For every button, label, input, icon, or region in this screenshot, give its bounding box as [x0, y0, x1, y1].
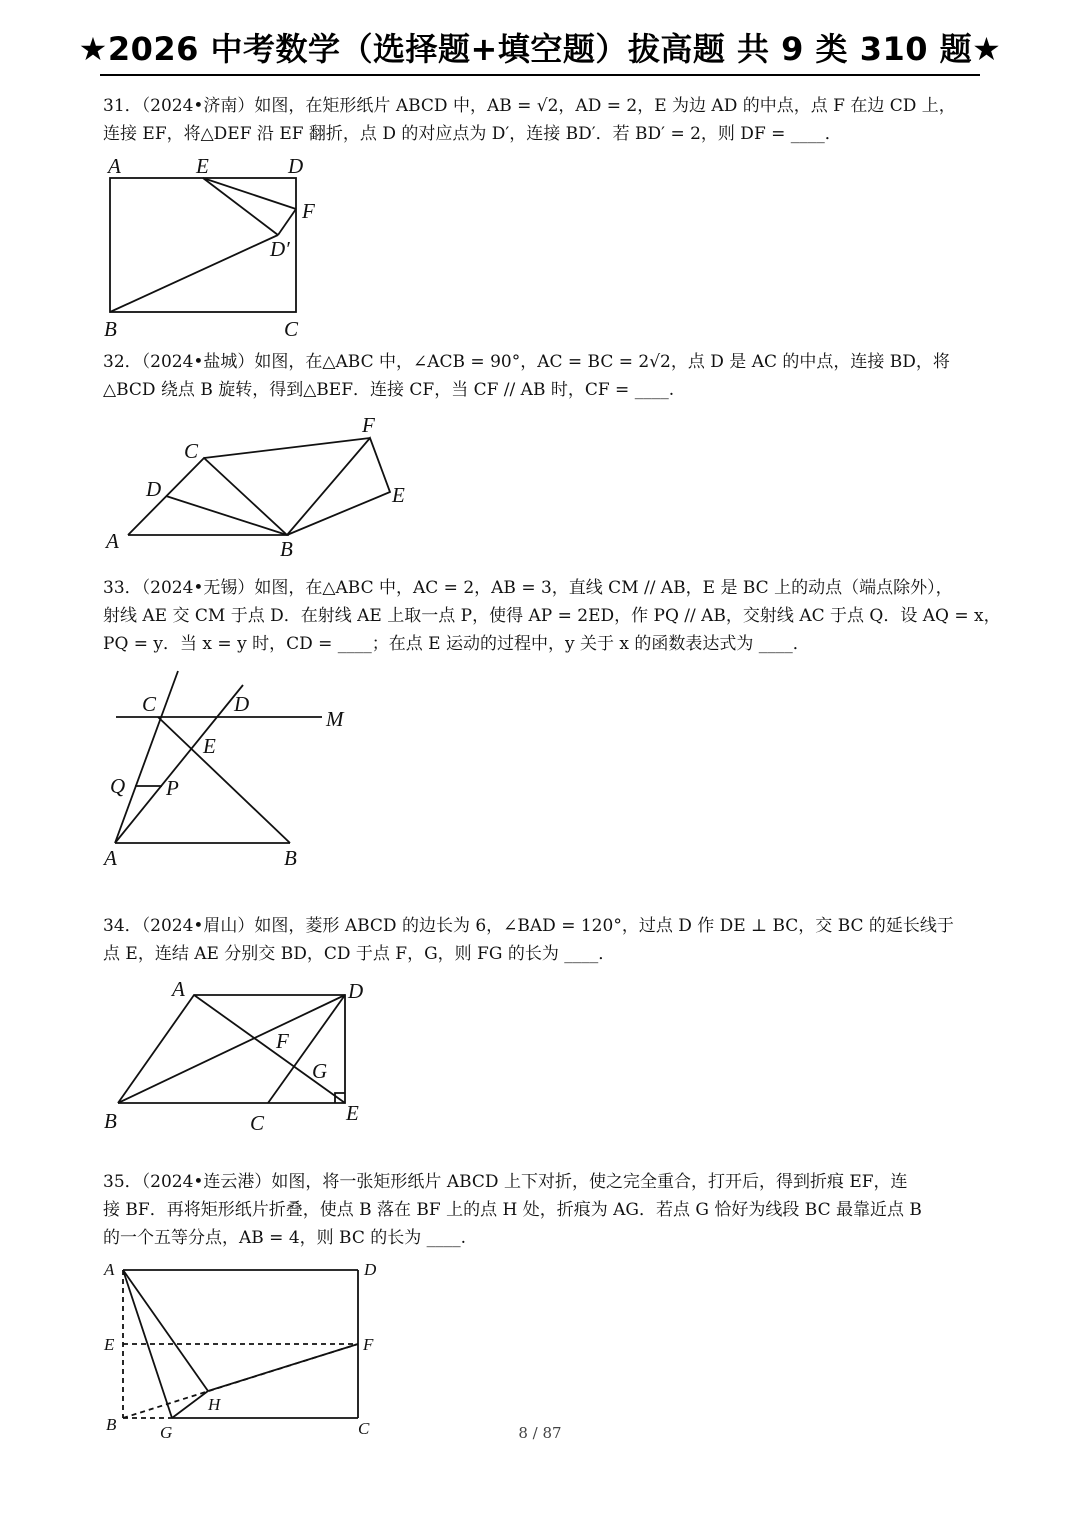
label-g: G [160, 1423, 173, 1442]
problem-text-line: 的一个五等分点，AB = 4，则 BC 的长为 ____. [103, 1228, 467, 1248]
label-c: C [142, 692, 157, 716]
page-header-title: ★2026 中考数学（选择题+填空题）拔高题 共 9 类 310 题★ [78, 30, 1002, 68]
problem-31 [103, 92, 983, 148]
label-a: A [104, 1260, 115, 1279]
problem-35 [103, 1168, 983, 1252]
label-a: A [104, 846, 117, 870]
problem-32 [103, 348, 983, 404]
figure-35 [100, 1258, 390, 1446]
problem-text-line: 33．（2024•无锡）如图，在△ABC 中，AC = 2，AB = 3，直线 CM // AB，E 是 BC 上的动点（端点除外）， [103, 578, 953, 598]
label-a: A [106, 529, 119, 553]
segment-ae [194, 995, 345, 1103]
label-p: P [166, 776, 179, 800]
label-c: C [250, 1111, 265, 1135]
label-c: C [284, 317, 299, 340]
segment-gh [172, 1391, 208, 1418]
segment-ef [203, 178, 296, 209]
label-f: F [363, 1335, 374, 1354]
label-e: E [346, 1101, 359, 1125]
figure-32 [100, 410, 420, 565]
label-d: D [348, 979, 364, 1003]
label-e: E [104, 1335, 115, 1354]
label-a: A [172, 977, 185, 1001]
label-b: B [280, 537, 293, 561]
problem-text-line: 射线 AE 交 CM 于点 D．在射线 AE 上取一点 P，使得 AP = 2ED，作 PQ // AB，交射线 AC 于点 Q．设 AQ = x， [103, 606, 1001, 626]
problem-text-line: 连接 EF，将△DEF 沿 EF 翻折，点 D 的对应点为 D′，连接 BD′．若 BD′ = 2，则 DF = ____． [103, 124, 842, 144]
label-f: F [302, 199, 315, 223]
triangle-bfe [287, 438, 390, 535]
label-c: C [184, 439, 199, 463]
segment-ed-prime [203, 178, 278, 235]
problem-text-line: 34．（2024•眉山）如图，菱形 ABCD 的边长为 6，∠BAD = 120°，过点 D 作 DE ⊥ BC，交 BC 的延长线于 [103, 916, 954, 936]
label-d: D [146, 477, 162, 501]
figure-33 [100, 665, 370, 875]
label-d-prime: D′ [270, 237, 290, 261]
segment-fd-prime [278, 209, 296, 235]
label-d: D [234, 692, 250, 716]
label-b: B [104, 1109, 117, 1133]
segment-hf [208, 1344, 358, 1391]
problem-text-line: 点 E，连结 AE 分别交 BD，CD 于点 F，G，则 FG 的长为 ____． [103, 944, 616, 964]
label-m: M [326, 707, 344, 731]
label-b: B [284, 846, 297, 870]
crease-ag [123, 1270, 172, 1418]
label-e: E [392, 483, 405, 507]
label-q: Q [110, 774, 126, 798]
label-b: B [106, 1415, 117, 1434]
label-f: F [362, 413, 375, 437]
problem-text-line: 接 BF．再将矩形纸片折叠，使点 B 落在 BF 上的点 H 处，折痕为 AG．若点 G 恰好为线段 BC 最靠近点 B [103, 1200, 922, 1220]
problem-33 [103, 574, 1001, 658]
segment-cf [204, 438, 370, 458]
label-f: F [276, 1029, 289, 1053]
page-number: 8 / 87 [518, 1424, 562, 1442]
problem-text-line: 32．（2024•盐城）如图，在△ABC 中，∠ACB = 90°，AC = BC = 2√2，点 D 是 AC 的中点，连接 BD，将 [103, 352, 950, 372]
label-e: E [203, 734, 216, 758]
label-a: A [108, 154, 121, 178]
header-divider [100, 74, 980, 76]
label-b: B [104, 317, 117, 340]
segment-bd [166, 496, 287, 535]
label-d: D [288, 154, 304, 178]
label-d: D [364, 1260, 377, 1279]
segment-bd-prime [110, 235, 278, 312]
label-g: G [312, 1059, 328, 1083]
label-c: C [358, 1419, 370, 1438]
segment-ah [123, 1270, 208, 1391]
problem-text-line: 35．（2024•连云港）如图，将一张矩形纸片 ABCD 上下对折，使之完全重合，打开后，得到折痕 EF，连 [103, 1172, 908, 1192]
problem-text-line: 31．（2024•济南）如图，在矩形纸片 ABCD 中，AB = √2，AD = 2，E 为边 AD 的中点，点 F 在边 CD 上， [103, 96, 956, 116]
label-h: H [208, 1395, 221, 1414]
diagonal-bd [118, 995, 345, 1103]
ray-ae [115, 685, 243, 843]
figure-31 [100, 150, 340, 340]
problem-34 [103, 912, 983, 968]
figure-34 [100, 970, 390, 1138]
rectangle-abcd [110, 178, 296, 312]
problem-text-line: △BCD 绕点 B 旋转，得到△BEF．连接 CF，当 CF // AB 时，CF = ____. [103, 380, 675, 400]
problem-text-line: PQ = y．当 x = y 时，CD = ____；在点 E 运动的过程中，y 关于 x 的函数表达式为 ____． [103, 634, 810, 654]
label-e: E [196, 154, 209, 178]
